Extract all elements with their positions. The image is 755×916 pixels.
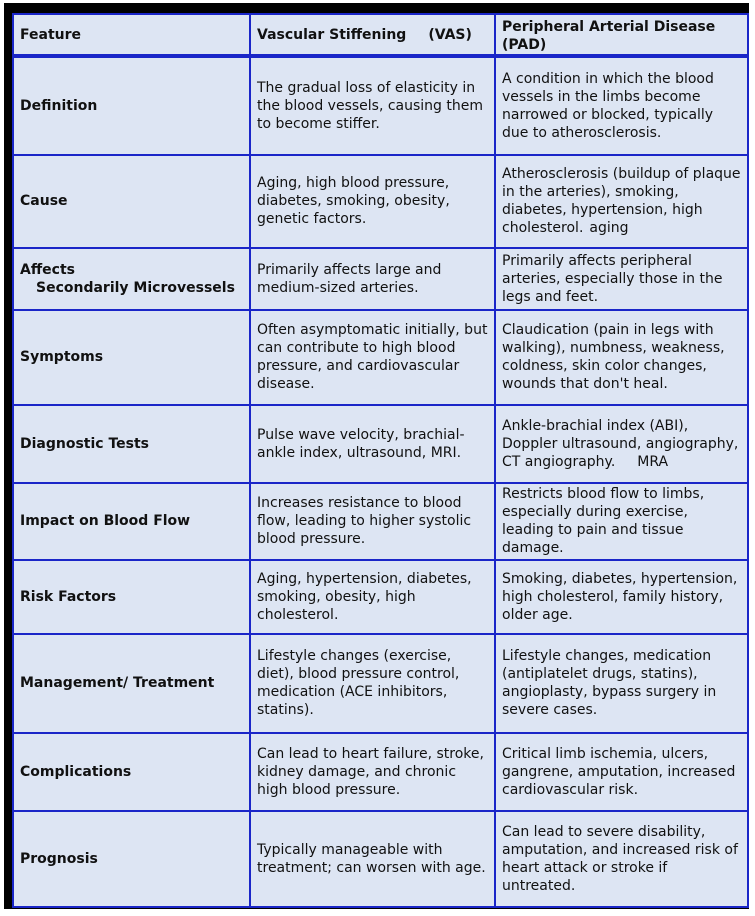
row-pad-cell: Critical limb ischemia, ulcers, gangrene, amputation, increased cardiovascular risk.: [495, 733, 748, 812]
row-vas-cell: Lifestyle changes (exercise, diet), blood pressure control, medication (ACE inhibitors, statins).: [250, 634, 495, 733]
row-vas-cell: Can lead to heart failure, stroke, kidney damage, and chronic high blood pressure.: [250, 733, 495, 812]
table-row: [13, 155, 748, 248]
table-row: [13, 248, 748, 310]
row-pad-cell: Primarily affects peripheral arteries, especially those in the legs and feet.: [495, 248, 748, 310]
row-vas-cell: Primarily affects large and medium-sized arteries.: [250, 248, 495, 310]
row-pad-cell: Atherosclerosis (buildup of plaque in the arteries), smoking, diabetes, hypertension, high cholesterol. aging: [495, 155, 748, 248]
row-pad-cell: A condition in which the blood vessels in the limbs become narrowed or blocked, typically due to atherosclerosis.: [495, 56, 748, 155]
row-feature-cell: Prognosis: [13, 811, 250, 907]
row-vas-cell: Aging, hypertension, diabetes, smoking, obesity, high cholesterol.: [250, 560, 495, 635]
row-feature-cell: Definition: [13, 56, 250, 155]
header-pad: Peripheral Arterial Disease (PAD): [495, 14, 748, 56]
row-vas-cell: The gradual loss of elasticity in the blood vessels, causing them to become stiffer.: [250, 56, 495, 155]
row-feature-cell: Affects Secondarily Microvessels: [13, 248, 250, 310]
row-feature-cell: Symptoms: [13, 310, 250, 405]
row-pad-cell: Can lead to severe disability, amputation, and increased risk of heart attack or stroke if untreated.: [495, 811, 748, 907]
table-row: [13, 483, 748, 560]
row-vas-cell: Pulse wave velocity, brachial-ankle index, ultrasound, MRI.: [250, 405, 495, 484]
pad-note: MRA: [637, 453, 669, 470]
row-feature-cell: Risk Factors: [13, 560, 250, 635]
row-pad-cell: Claudication (pain in legs with walking), numbness, weakness, coldness, skin color changes, wounds that don't heal.: [495, 310, 748, 405]
row-pad-cell: Ankle-brachial index (ABI), Doppler ultrasound, angiography, CT angiography. MRA: [495, 405, 748, 484]
table-row: [13, 811, 748, 907]
row-vas-cell: Increases resistance to blood flow, leading to higher systolic blood pressure.: [250, 483, 495, 560]
row-pad-cell: Lifestyle changes, medication (antiplatelet drugs, statins), angioplasty, bypass surgery in severe cases.: [495, 634, 748, 733]
row-vas-cell: Aging, high blood pressure, diabetes, smoking, obesity, genetic factors.: [250, 155, 495, 248]
row-feature-cell: Cause: [13, 155, 250, 248]
header-feature: Feature: [13, 14, 250, 56]
row-vas-cell: Typically manageable with treatment; can worsen with age.: [250, 811, 495, 907]
header-vas: Vascular Stiffening (VAS): [250, 14, 495, 56]
table-row: [13, 56, 748, 155]
row-feature-cell: Impact on Blood Flow: [13, 483, 250, 560]
row-feature-cell: Management/ Treatment: [13, 634, 250, 733]
header-row: [13, 14, 748, 56]
comparison-table-panel: [12, 13, 747, 908]
row-vas-cell: Often asymptomatic initially, but can contribute to high blood pressure, and cardiovascular disease.: [250, 310, 495, 405]
table-row: [13, 733, 748, 812]
row-pad-cell: Smoking, diabetes, hypertension, high cholesterol, family history, older age.: [495, 560, 748, 635]
table-row: [13, 405, 748, 484]
comparison-table: [12, 13, 749, 908]
row-pad-cell: Restricts blood flow to limbs, especially during exercise, leading to pain and tissue damage.: [495, 483, 748, 560]
row-feature-cell: Complications: [13, 733, 250, 812]
table-row: [13, 310, 748, 405]
table-row: [13, 634, 748, 733]
row-feature-cell: Diagnostic Tests: [13, 405, 250, 484]
feature-note: Secondarily Microvessels: [36, 279, 235, 296]
pad-note: aging: [589, 220, 629, 237]
table-row: [13, 560, 748, 635]
